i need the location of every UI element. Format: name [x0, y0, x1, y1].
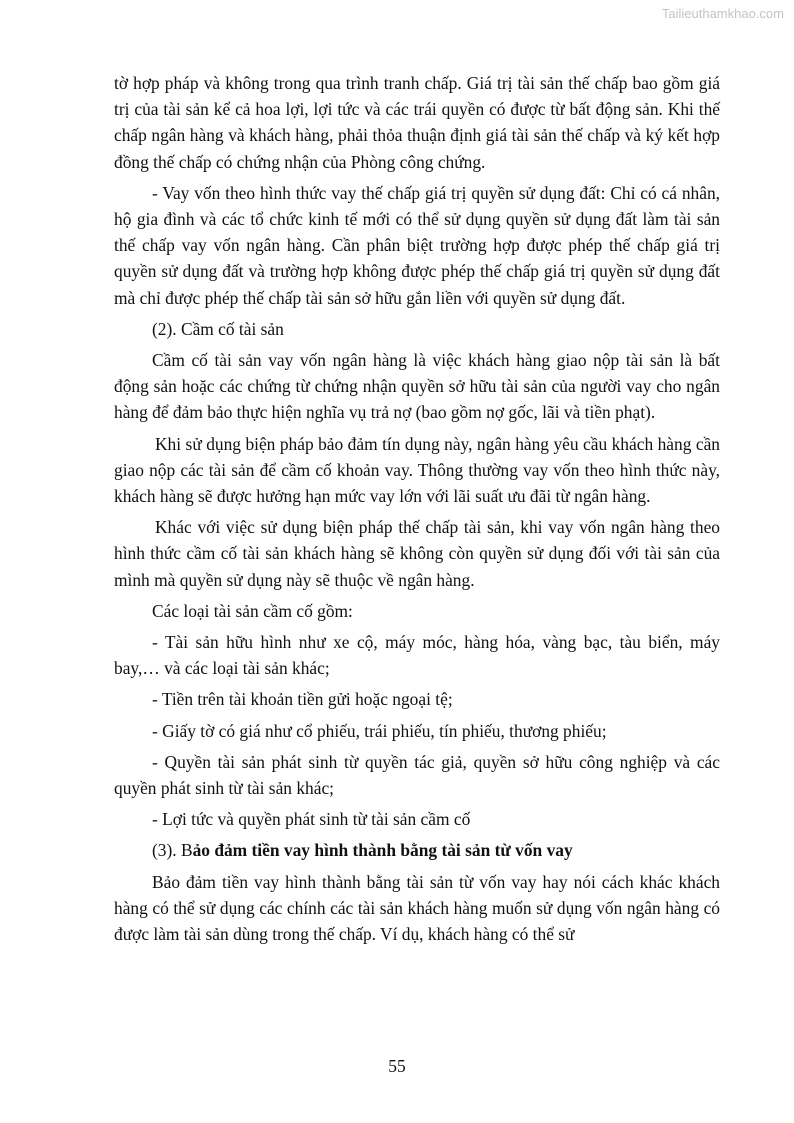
section-heading-pledge: (2). Cầm cố tài sản	[152, 318, 284, 339]
page-number: 55	[388, 1056, 406, 1076]
paragraph-loan-assets: Bảo đảm tiền vay hình thành bằng tài sản từ vốn vay hay nói cách khác khách hàng có thể sử dụng các chính các tài sản khách hàng muốn sử dụng vốn ngân hàng có được làm tài sản dùng trong thế chấp. Ví dụ, khách hàng có thể sử	[114, 871, 720, 945]
list-item: - Tài sản hữu hình như xe cộ, máy móc, hàng hóa, vàng bạc, tàu biển, máy bay,… và các loại tài sản khác;	[114, 632, 720, 679]
page-body	[114, 70, 720, 947]
list-item: - Tiền trên tài khoản tiền gửi hoặc ngoại tệ;	[152, 689, 453, 710]
paragraph-pledge-usage: Khi sử dụng biện pháp bảo đảm tín dụng này, ngân hàng yêu cầu khách hàng cần giao nộp các tài sản để cầm cố khoản vay. Thông thường vay vốn theo hình thức này, khách hàng sẽ được hưởng hạn mức vay lớn với lãi suất ưu đãi từ ngân hàng.	[114, 433, 720, 507]
list-intro: Các loại tài sản cầm cố gồm:	[152, 600, 353, 621]
list-item: - Giấy tờ có giá như cổ phiếu, trái phiếu, tín phiếu, thương phiếu;	[152, 720, 607, 741]
heading-bold-text: ảo đảm tiền vay hình thành bằng tài sản từ vốn vay	[192, 840, 573, 861]
list-item: - Quyền tài sản phát sinh từ quyền tác giả, quyền sở hữu công nghiệp và các quyền phát sinh từ tài sản khác;	[114, 751, 720, 799]
section-heading-loan-assets	[114, 837, 720, 863]
paragraph-pledge-definition: Cầm cố tài sản vay vốn ngân hàng là việc khách hàng giao nộp tài sản là bất động sản hoặc các chứng từ chứng nhận quyền sở hữu tài sản của người vay cho ngân hàng để đảm bảo thực hiện nghĩa vụ trả nợ (bao gồm nợ gốc, lãi và tiền phạt).	[114, 350, 720, 423]
watermark: Tailieuthamkhao.com	[661, 6, 784, 21]
paragraph-pledge-difference: Khác với việc sử dụng biện pháp thế chấp tài sản, khi vay vốn ngân hàng theo hình thức cầm cố tài sản khách hàng sẽ không còn quyền sử dụng đối với tài sản của mình mà quyền sử dụng này sẽ thuộc về ngân hàng.	[114, 517, 720, 590]
paragraph-land-use-rights: - Vay vốn theo hình thức vay thế chấp giá trị quyền sử dụng đất: Chỉ có cá nhân, hộ gia đình và các tổ chức kinh tế mới có thể sử dụng quyền sử dụng đất làm tài sản thế chấp vay vốn ngân hàng. Cần phân biệt trường hợp được phép thế chấp giá trị quyền sử dụng đất và trường hợp không được phép thế chấp giá trị quyền sử dụng đất mà chỉ được phép thế chấp tài sản sở hữu gắn liền với quyền sử dụng đất.	[114, 182, 720, 308]
paragraph-continuation: tờ hợp pháp và không trong qua trình tranh chấp. Giá trị tài sản thế chấp bao gồm giá trị của tài sản kể cả hoa lợi, lợi tức và các trái quyền có được từ bất động sản. Khi thế chấp ngân hàng và khách hàng, phải thỏa thuận định giá tài sản thế chấp và ký kết hợp đồng thế chấp có chứng nhận của Phòng công chứng.	[114, 73, 720, 172]
list-item: - Lợi tức và quyền phát sinh từ tài sản cầm cố	[152, 809, 471, 830]
heading-prefix: (3). B	[152, 840, 193, 861]
